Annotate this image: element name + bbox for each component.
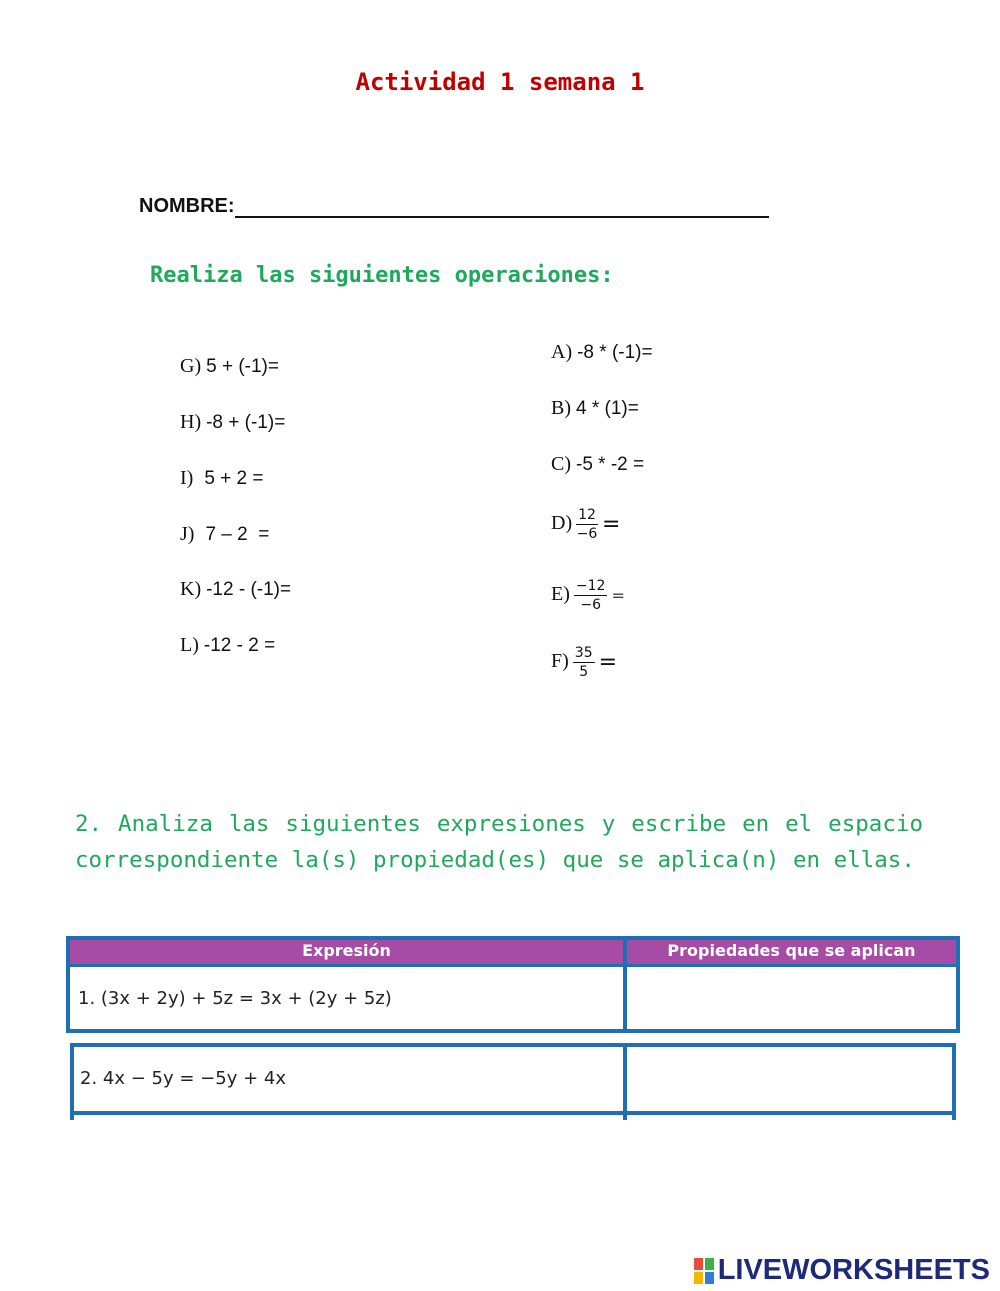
operation-expression: 5 + (-1)= xyxy=(206,356,279,377)
fraction xyxy=(576,507,598,542)
header-expression: Expresión xyxy=(70,940,623,964)
operation-letter: E) xyxy=(551,583,570,606)
operation-i xyxy=(180,467,264,490)
name-input-line[interactable] xyxy=(235,196,769,218)
operation-letter: C) xyxy=(551,453,571,475)
row-2-right-border xyxy=(952,1043,956,1120)
instruction-operations: Realiza las siguientes operaciones: xyxy=(150,263,614,288)
operation-d xyxy=(551,507,620,542)
fraction xyxy=(573,645,595,680)
logo-icon xyxy=(694,1258,714,1284)
fraction-denominator: −6 xyxy=(580,597,601,613)
header-properties: Propiedades que se aplican xyxy=(627,940,956,964)
operation-expression: -5 * -2 = xyxy=(576,454,645,475)
operation-k xyxy=(180,578,291,601)
header-separator xyxy=(70,964,956,967)
fraction-denominator: 5 xyxy=(579,664,589,680)
operation-a xyxy=(551,341,653,364)
operation-f xyxy=(551,645,617,680)
operation-j xyxy=(180,523,269,546)
row-1-answer-cell[interactable] xyxy=(629,969,952,1027)
operation-letter: I) xyxy=(180,467,194,489)
liveworksheets-logo xyxy=(694,1254,990,1287)
worksheet-title: Actividad 1 semana 1 xyxy=(355,68,645,96)
operation-letter: B) xyxy=(551,397,571,419)
operation-letter: F) xyxy=(551,650,569,673)
instruction-properties: 2. Analiza las siguientes expresiones y escribe en el espacio correspondiente la(s) propiedad(es) que se aplica(n) en ellas. xyxy=(75,811,923,873)
table-divider xyxy=(623,936,627,1033)
equals-sign: = xyxy=(611,586,625,605)
operation-c xyxy=(551,453,644,476)
operation-expression: -8 + (-1)= xyxy=(206,412,286,433)
operation-expression: 7 – 2 = xyxy=(205,524,270,545)
operation-e xyxy=(551,578,625,613)
row-1-expression: 1. (3x + 2y) + 5z = 3x + (2y + 5z) xyxy=(78,988,392,1009)
row-2-left-border xyxy=(70,1043,74,1120)
row-2-bottom-border xyxy=(70,1111,956,1115)
logo-text: LIVEWORKSHEETS xyxy=(717,1254,990,1286)
fraction-numerator: 12 xyxy=(578,507,596,523)
operation-letter: J) xyxy=(180,523,195,545)
operation-letter: A) xyxy=(551,341,573,363)
name-label: NOMBRE: xyxy=(139,195,235,217)
operation-expression: 5 + 2 = xyxy=(204,468,264,489)
operation-letter: G) xyxy=(180,355,202,377)
operation-letter: L) xyxy=(180,634,199,656)
operation-expression: -8 * (-1)= xyxy=(577,342,653,363)
row-2-answer-cell[interactable] xyxy=(629,1049,950,1109)
operation-expression: -12 - (-1)= xyxy=(206,579,292,600)
operation-expression: 4 * (1)= xyxy=(576,398,639,419)
table-divider xyxy=(623,1043,627,1120)
equals-sign: = xyxy=(601,512,621,537)
operation-g xyxy=(180,355,279,378)
operation-letter: K) xyxy=(180,578,202,600)
operation-l xyxy=(180,634,275,657)
equals-sign: = xyxy=(598,650,618,675)
operation-letter: H) xyxy=(180,411,202,433)
operation-b xyxy=(551,397,639,420)
row-2-expression: 2. 4x − 5y = −5y + 4x xyxy=(80,1068,286,1089)
fraction-denominator: −6 xyxy=(576,526,598,542)
fraction-numerator: 35 xyxy=(574,645,593,661)
operation-letter: D) xyxy=(551,512,573,535)
operation-h xyxy=(180,411,285,434)
row-2-top-border xyxy=(70,1043,956,1047)
operation-expression: -12 - 2 = xyxy=(203,635,276,656)
fraction-numerator: −12 xyxy=(575,578,606,594)
fraction xyxy=(574,578,608,613)
name-field xyxy=(139,195,769,218)
